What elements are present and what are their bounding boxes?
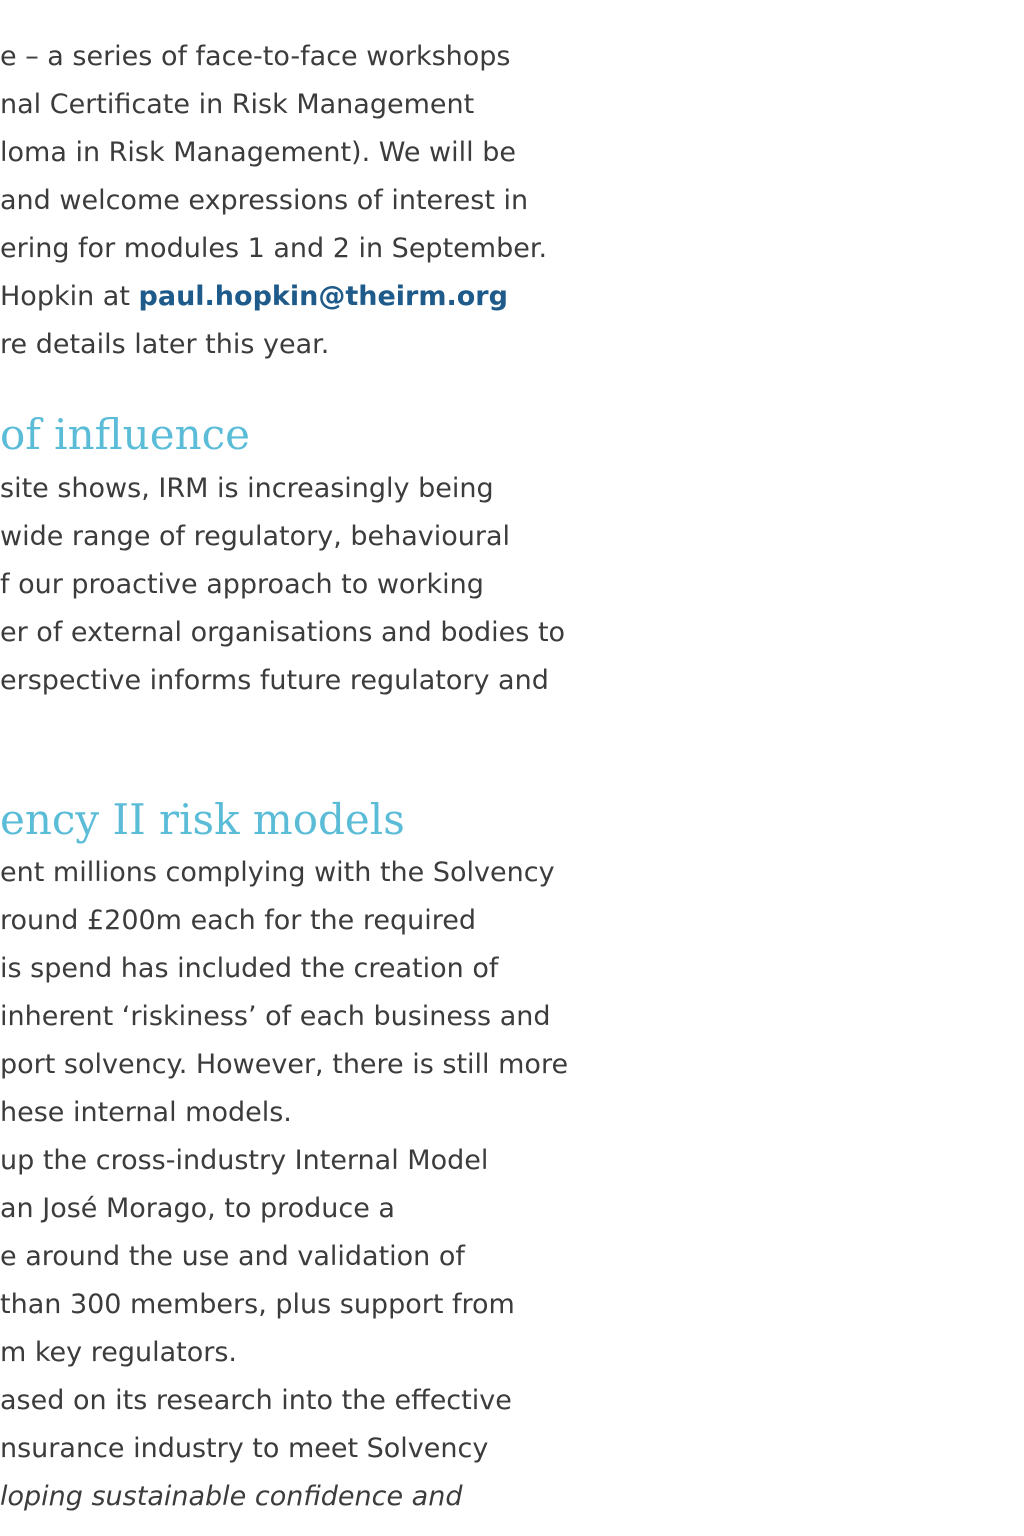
body-text-line: wide range of regulatory, behavioural: [0, 521, 511, 552]
body-text-line: site shows, IRM is increasingly being: [0, 473, 494, 504]
body-text-line: and welcome expressions of interest in: [0, 185, 529, 216]
section-heading-influence: of influence: [0, 410, 251, 459]
contact-prefix: Hopkin at: [0, 281, 139, 312]
body-text-line: an José Morago, to produce a: [0, 1193, 395, 1224]
body-text-line: erspective informs future regulatory and: [0, 665, 549, 696]
body-text-line: than 300 members, plus support from: [0, 1289, 515, 1320]
italic-title-line: loping sustainable confidence and: [0, 1481, 463, 1512]
contact-line: [0, 279, 508, 315]
body-text-line: hese internal models.: [0, 1097, 292, 1128]
body-text-line: er of external organisations and bodies to: [0, 617, 566, 648]
body-text-line: loma in Risk Management). We will be: [0, 137, 516, 168]
body-text-line: re details later this year.: [0, 329, 330, 360]
body-text-line: e around the use and validation of: [0, 1241, 465, 1272]
body-text-line: f our proactive approach to working: [0, 569, 484, 600]
body-text-line: is spend has included the creation of: [0, 953, 499, 984]
body-text-line: nsurance industry to meet Solvency: [0, 1433, 489, 1464]
body-text-line: port solvency. However, there is still more: [0, 1049, 569, 1080]
body-text-line: round £200m each for the required: [0, 905, 476, 936]
body-text-line: nal Certificate in Risk Management: [0, 89, 475, 120]
body-text-line: ent millions complying with the Solvency: [0, 857, 555, 888]
section-heading-solvency: ency II risk models: [0, 795, 405, 844]
contact-email-link[interactable]: paul.hopkin@theirm.org: [138, 281, 508, 312]
body-text-line: m key regulators.: [0, 1337, 238, 1368]
body-text-line: inherent ‘riskiness’ of each business and: [0, 1001, 551, 1032]
body-text-line: e – a series of face-to-face workshops: [0, 41, 511, 72]
body-text-line: ering for modules 1 and 2 in September.: [0, 233, 548, 264]
body-text-line: ased on its research into the effective: [0, 1385, 512, 1416]
body-text-line: up the cross-industry Internal Model: [0, 1145, 489, 1176]
